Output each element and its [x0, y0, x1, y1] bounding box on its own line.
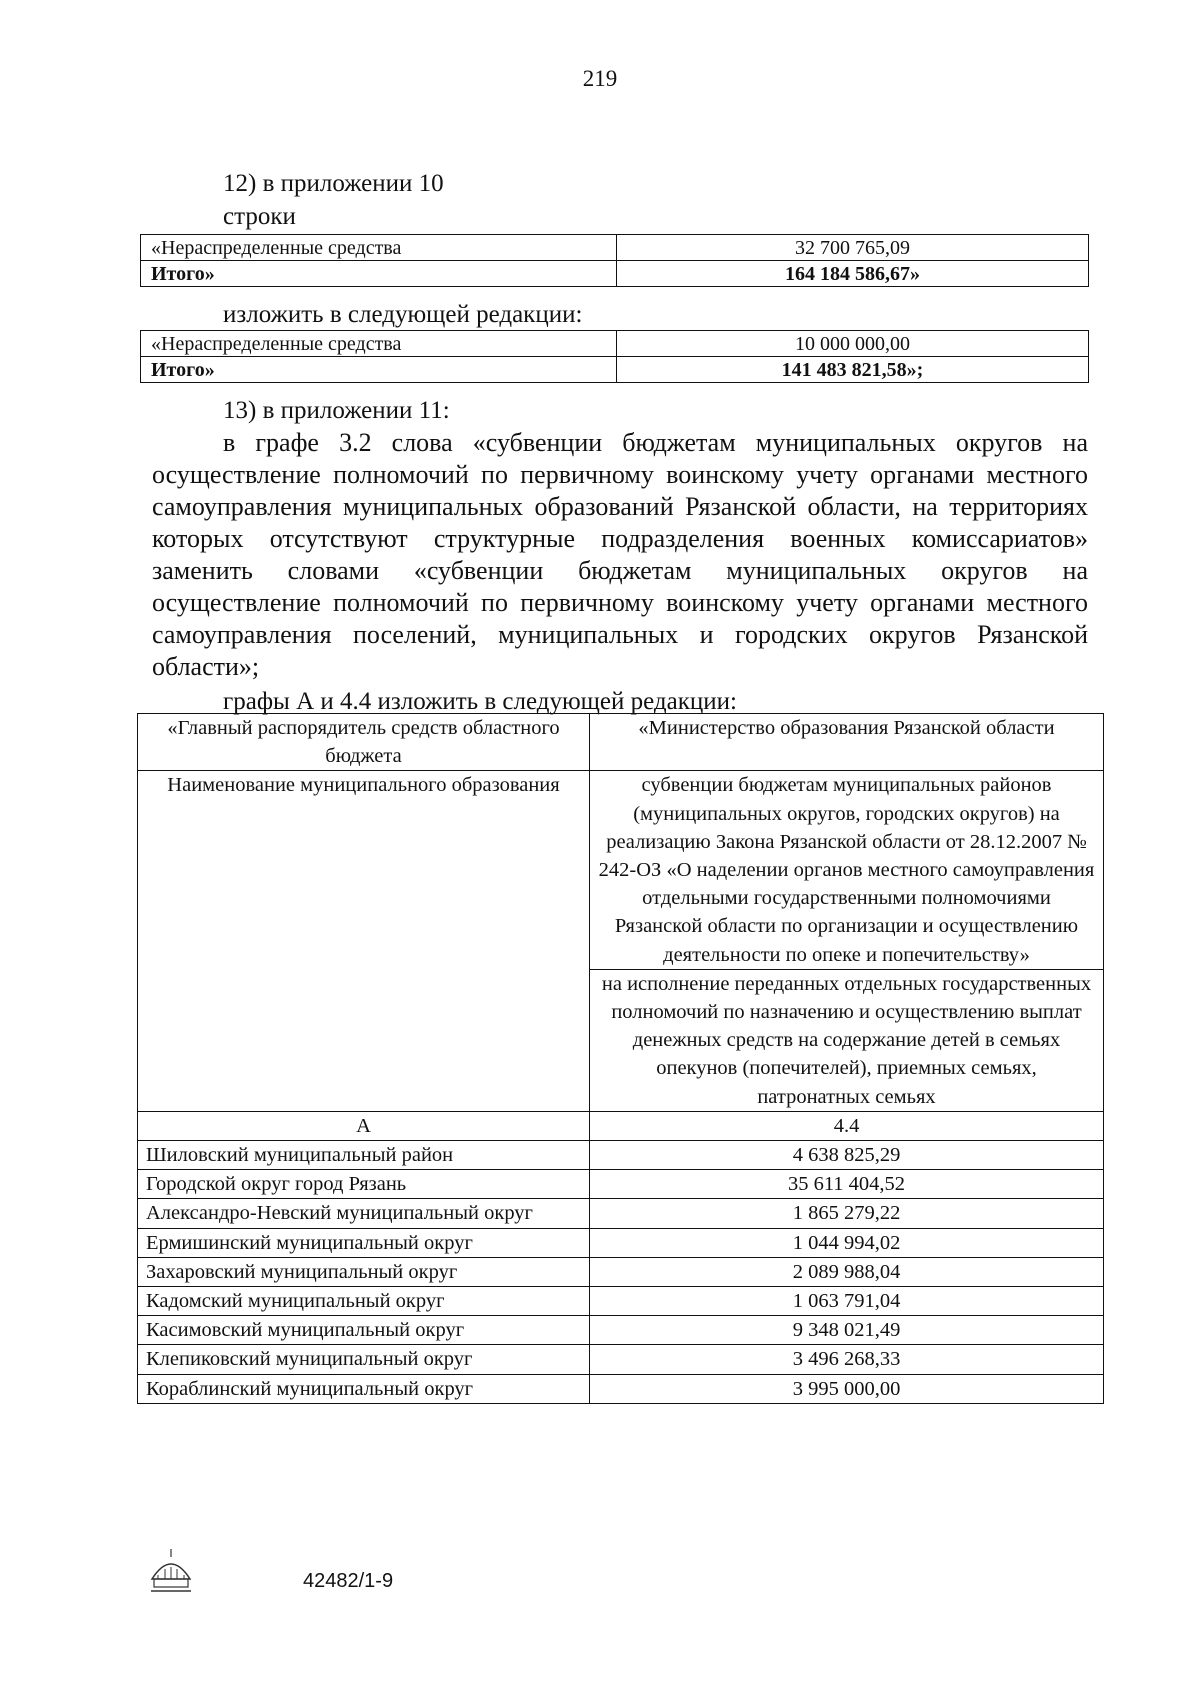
- municipality-name: Касимовский муниципальный округ: [138, 1316, 590, 1345]
- header-municipality-name: Наименование муниципального образования: [138, 771, 590, 1111]
- page-number: 219: [582, 66, 618, 91]
- new-row-label: «Нераспределенные средства: [141, 331, 617, 357]
- old-rows-table: [140, 234, 1089, 287]
- municipality-name: Шиловский муниципальный район: [138, 1141, 590, 1170]
- new-row-value: 141 483 821,58»;: [617, 357, 1089, 383]
- municipality-name: Клепиковский муниципальный округ: [138, 1345, 590, 1374]
- municipality-name: Кадомский муниципальный округ: [138, 1287, 590, 1316]
- column-index-row: [138, 1111, 1104, 1140]
- municipality-name: Захаровский муниципальный округ: [138, 1257, 590, 1286]
- municipality-amount: 9 348 021,49: [590, 1316, 1104, 1345]
- new-rows-table: [140, 330, 1089, 383]
- municipality-amount: 4 638 825,29: [590, 1141, 1104, 1170]
- municipality-name: Ермишинский муниципальный округ: [138, 1228, 590, 1257]
- item-12-subheading: строки: [223, 203, 296, 230]
- municipality-row: [138, 1287, 1104, 1316]
- new-row-label: Итого»: [141, 357, 617, 383]
- municipality-row: [138, 1345, 1104, 1374]
- item-13-heading: 13) в приложении 11:: [223, 397, 450, 424]
- column-index-4-4: 4.4: [590, 1111, 1104, 1140]
- municipality-name: Городской округ город Рязань: [138, 1170, 590, 1199]
- old-row-label: Итого»: [141, 261, 617, 287]
- old-row-value: 164 184 586,67»: [617, 261, 1089, 287]
- new-row: [141, 357, 1089, 383]
- header-ministry: «Министерство образования Рязанской области: [590, 714, 1104, 771]
- item-13-paragraph: [152, 427, 1088, 683]
- printing-house-emblem-icon: [146, 1545, 196, 1595]
- document-code: 42482/1-9: [303, 1570, 394, 1592]
- old-row-label: «Нераспределенные средства: [141, 235, 617, 261]
- header-payment-purpose: на исполнение переданных отдельных государственных полномочий по назначению и осуществлению выплат денежных средств на содержание детей в семьях опекунов (попечителей), приемных семьях, патронатных семьях: [590, 969, 1104, 1111]
- municipality-amount: 3 496 268,33: [590, 1345, 1104, 1374]
- old-row: [141, 261, 1089, 287]
- graphs-instruction: графы А и 4.4 изложить в следующей редакции:: [223, 688, 737, 715]
- old-row: [141, 235, 1089, 261]
- column-index-a: А: [138, 1111, 590, 1140]
- header-row-1: [138, 714, 1104, 771]
- replace-instruction: изложить в следующей редакции:: [223, 301, 583, 328]
- municipality-row: [138, 1141, 1104, 1170]
- item-13-paragraph-text: в графе 3.2 слова «субвенции бюджетам муниципальных округов на осуществление полномочий по первичному воинскому учету органами местного самоуправления муниципальных образований Рязанской области, на территориях которых отсутствуют структурные подразделения военных комиссариатов» заменить словами «субвенции бюджетам муниципальных округов на осуществление полномочий по первичному воинскому учету органами местного самоуправления поселений, муниципальных и городских округов Рязанской области»;: [152, 428, 1088, 681]
- subsidy-table: [137, 713, 1104, 1404]
- municipality-row: [138, 1257, 1104, 1286]
- new-row: [141, 331, 1089, 357]
- header-subsidy-description: субвенции бюджетам муниципальных районов (муниципальных округов, городских округов) на реализацию Закона Рязанской области от 28.12.2007 № 242-ОЗ «О наделении органов местного самоуправления отдельными государственными полномочиями Рязанской области по организации и осуществлению деятельности по опеке и попечительству»: [590, 771, 1104, 969]
- header-row-2: [138, 771, 1104, 969]
- old-row-value: 32 700 765,09: [617, 235, 1089, 261]
- municipality-amount: 3 995 000,00: [590, 1374, 1104, 1403]
- municipality-amount: 1 865 279,22: [590, 1199, 1104, 1228]
- municipality-row: [138, 1374, 1104, 1403]
- item-12-heading: 12) в приложении 10: [223, 170, 444, 197]
- municipality-name: Александро-Невский муниципальный округ: [138, 1199, 590, 1228]
- municipality-row: [138, 1199, 1104, 1228]
- municipality-name: Кораблинский муниципальный округ: [138, 1374, 590, 1403]
- municipality-amount: 1 044 994,02: [590, 1228, 1104, 1257]
- municipality-row: [138, 1170, 1104, 1199]
- municipality-amount: 2 089 988,04: [590, 1257, 1104, 1286]
- municipality-amount: 35 611 404,52: [590, 1170, 1104, 1199]
- municipality-row: [138, 1316, 1104, 1345]
- municipality-row: [138, 1228, 1104, 1257]
- municipality-amount: 1 063 791,04: [590, 1287, 1104, 1316]
- new-row-value: 10 000 000,00: [617, 331, 1089, 357]
- header-main-manager-label: «Главный распорядитель средств областного бюджета: [138, 714, 590, 771]
